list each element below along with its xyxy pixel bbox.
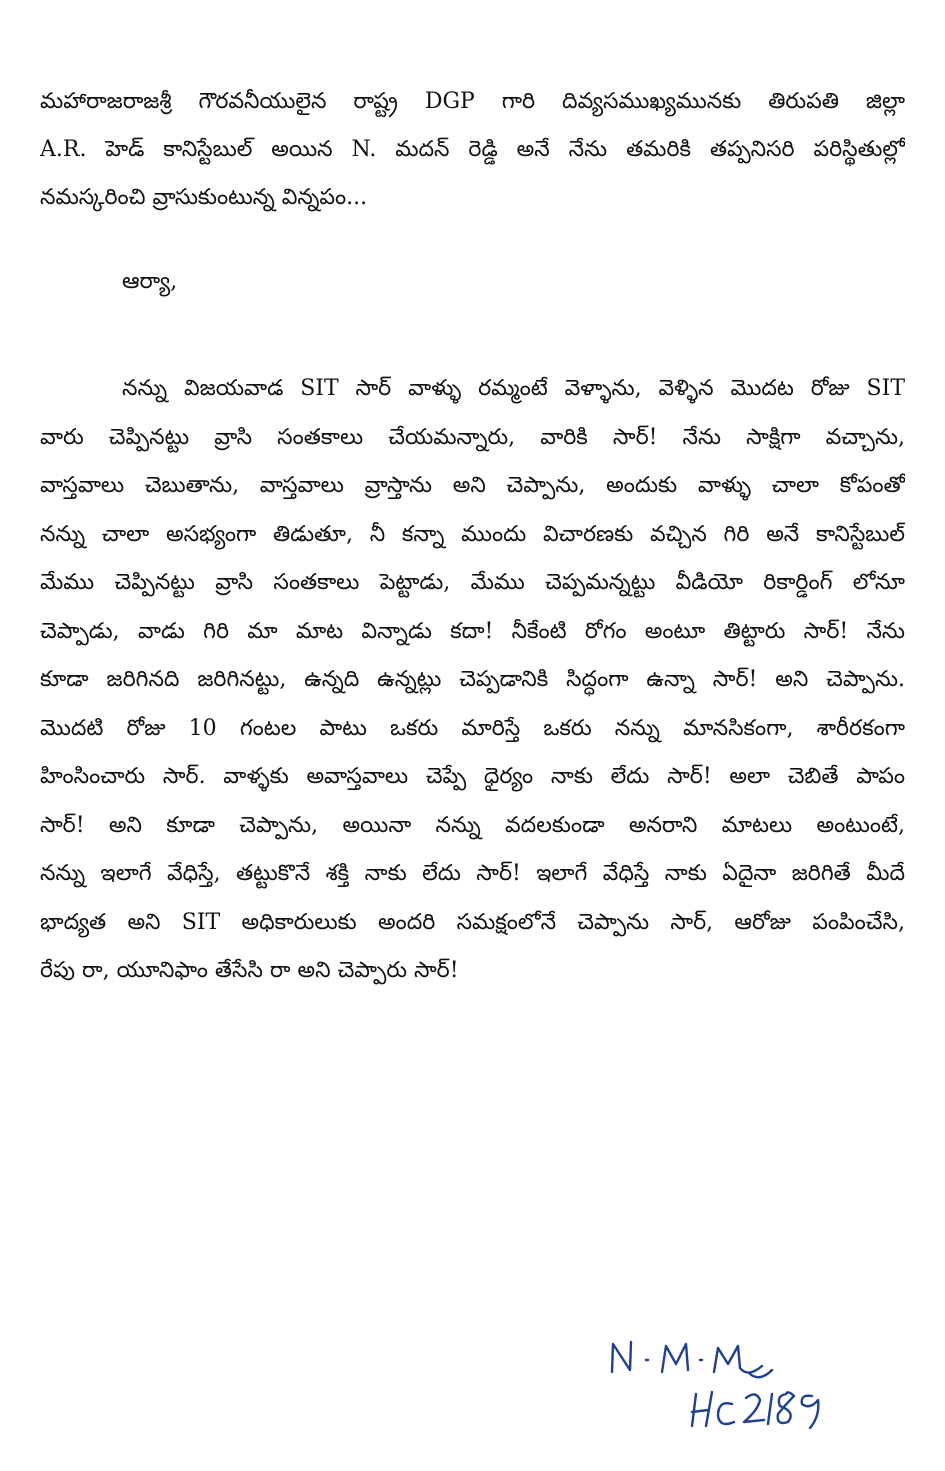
body-line: నన్ను ఇలాగే వేధిస్తే, తట్టుకొనే శక్తి నాకు లేదు సార్! ఇలాగే వేధిస్తే నాకు ఏదైనా జరిగితే మీదే xyxy=(40,861,905,886)
body-line: నన్ను చాలా అసభ్యంగా తిడుతూ, నీ కన్నా ముందు విచారణకు వచ్చిన గిరి అనే కానిస్టేబుల్ xyxy=(40,521,905,547)
body-line: చెప్పాడు, వాడు గిరి మా మాట విన్నాడు కదా! నీకేంటి రోగం అంటూ తిట్టారు సార్! నేను xyxy=(40,618,905,644)
intro-line: A.R. హెడ్ కానిస్టేబుల్ అయిన N. మదన్ రెడ్డి అనే నేను తమరికి తప్పనిసరి పరిస్థితుల్లో xyxy=(40,137,905,162)
letter-salutation: ఆర్యా, xyxy=(122,269,178,294)
letter-intro xyxy=(40,78,905,222)
handwritten-signature xyxy=(600,1330,840,1440)
letter-body xyxy=(40,365,905,996)
body-line: భాద్యత అని SIT అధికారులుకు అందరి సమక్షంలోనే చెప్పాను సార్, ఆరోజు పంపించేసి, xyxy=(40,909,905,935)
intro-line: నమస్కరించి వ్రాసుకుంటున్న విన్నపం... xyxy=(40,185,368,210)
body-line: హింసించారు సార్. వాళ్ళకు అవాస్తవాలు చెప్పే ధైర్యం నాకు లేదు సార్! అలా చెబితే పాపం xyxy=(40,764,905,789)
body-line: కూడా జరిగినది జరిగినట్టు, ఉన్నది ఉన్నట్లు చెప్పడానికి సిద్ధంగా ఉన్నా సార్! అని చెప్పాను. xyxy=(40,667,905,692)
body-line: వాస్తవాలు చెబుతాను, వాస్తవాలు వ్రాస్తాను అని చెప్పాను, అందుకు వాళ్ళు చాలా కోపంతో xyxy=(40,473,905,498)
body-line: మేము చెప్పినట్టు వ్రాసి సంతకాలు పెట్టాడు, మేము చెప్పమన్నట్టు వీడియో రికార్డింగ్ లోనూ xyxy=(40,570,905,595)
signature-drawing xyxy=(600,1330,840,1440)
body-line: రేపు రా, యూనిఫాం తేసేసి రా అని చెప్పారు సార్! xyxy=(40,958,459,983)
body-line: వారు చెప్పినట్టు వ్రాసి సంతకాలు చేయమన్నారు, వారికి సార్! నేను సాక్షిగా వచ్చాను, xyxy=(40,424,905,450)
body-line: సార్! అని కూడా చెప్పాను, అయినా నన్ను వదలకుండా అనరాని మాటలు అంటుంటే, xyxy=(40,812,905,838)
intro-line: మహారాజరాజశ్రీ గౌరవనీయులైన రాష్ట్ర DGP గారి దివ్యసముఖ్యమునకు తిరుపతి జిల్లా xyxy=(40,89,905,114)
body-line: నన్ను విజయవాడ SIT సార్ వాళ్ళు రమ్మంటే వెళ్ళాను, వెళ్ళిన మొదట రోజు SIT xyxy=(122,376,905,401)
body-line: మొదటి రోజు 10 గంటల పాటు ఒకరు మారిస్తే ఒకరు నన్ను మానసికంగా, శారీరకంగా xyxy=(40,715,905,741)
